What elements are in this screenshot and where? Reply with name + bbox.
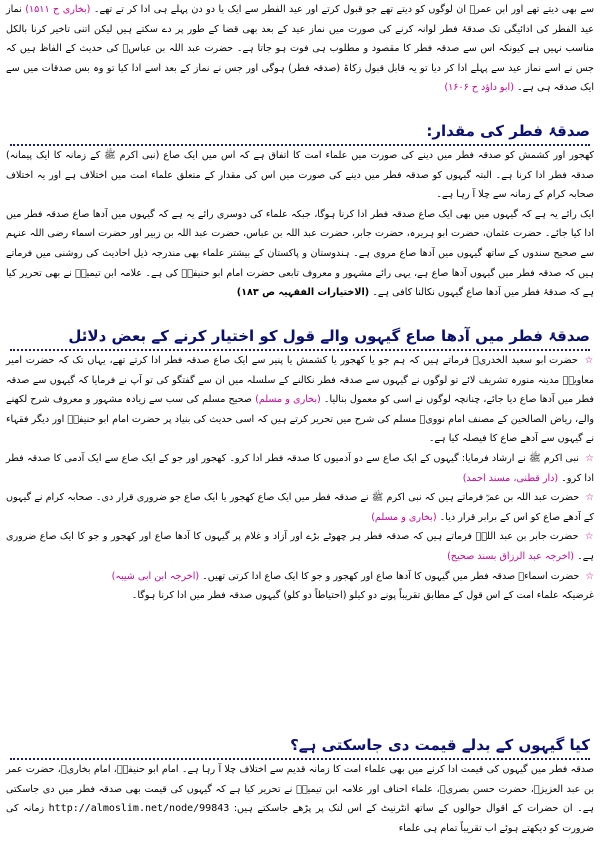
section-1-para-2-text: ایک رائے یہ ہے کہ گیہوں میں بھی ایک صاع صدقہ فطر ادا کرنا ہوگا، جبکہ علماء کی دوسری رائے یہ ہے کہ گیہوں میں آدھا صاع صدقہ فطر میں ادا کیا جائے۔ حضرت عثمان، حضرت ابو ہریرہ، حضرت جابر، حضرت عبد اللہ بن عباس، حضرت عبد اللہ بن زبیر اور حضرت اسماء رضی اللہ عنہم سے صحیح سندوں کے ساتھ گیہوں میں آدھا صاع مروی ہے۔ ہندوستان و پاکستان کے بیشتر علماء بھی مندرجہ ذیل احادیث کی روشنی میں فرماتے ہیں کہ صدقہ فطر میں گیہوں آدھا صاع ہے، یہی رائے مشہور و معروف تابعی حضرت امام ابو حنیفہؒ کی ہے۔ علامہ ابن تیمیہؒ نے بھی تحریر کیا ہے کہ صدقۂ فطر میں آدھا صاع گیہوں نکالنا کافی ہے۔ <box>6 208 594 299</box>
section-3-para-1-text: صدقہ فطر میں گیہوں کی قیمت ادا کرنے میں بھی علماء امت کا زمانہ قدیم سے اختلاف چلا آ رہا ہے۔ امام ابو حنیفہؒ، امام بخاریؒ، حضرت عمر بن عبد العزیزؒ، حضرت حسن بصریؒ، علماء احناف اور علامہ ابن تیمیہؒ نے تحریر کیا ہے کہ گیہوں کی قیمت بھی صدقہ فطر میں دی جاسکتی ہے۔ ان حضرات کے اقوال حوالوں کے ساتھ <box>6 764 594 815</box>
section-3-para-1 <box>6 760 594 838</box>
evidence-item-5 <box>6 567 594 587</box>
evidence-item-3 <box>6 488 594 527</box>
intro-paragraph <box>6 0 594 98</box>
evidence-3-text: حضرت عبد اللہ بن عمرؓ فرماتے ہیں کہ نبی اکرم ﷺ نے صدقہ فطر میں ایک صاع کھجور یا ایک صاع جو ضروری قرار دی۔ صحابہ کرام نے گیہوں کے آدھے صاع کو اس کے برابر قرار دیا۔ <box>6 492 594 523</box>
section-2-summary: غرضیکہ علماء امت کے اس قول کے مطابق تقریباً پونے دو کیلو (احتیاطاً دو کلو) گیہوں صدقہ فطر میں ادا کرنا ہوگا۔ <box>131 590 594 602</box>
star-icon: ☆ <box>585 570 594 582</box>
intro-block <box>0 0 600 98</box>
star-icon: ☆ <box>585 452 594 464</box>
evidence-item-1 <box>6 351 594 449</box>
section-1-heading: صدقۂ فطر کی مقدار: <box>10 118 590 146</box>
evidence-2-text: نبی اکرم ﷺ نے ارشاد فرمایا: گیہوں کے ایک صاع سے دو آدمیوں کا صدقہ فطر ادا کرو۔ کھجور اور جو کے ایک صاع سے ایک آدمی کا صدقہ فطر ادا کرو۔ <box>6 452 594 484</box>
evidence-1-ref: (بخاری و مسلم) <box>255 394 321 406</box>
evidence-5-text: حضرت اسماءؓ صدقہ فطر میں گیہوں کا آدھا صاع اور کھجور و جو کا ایک صاع ادا کرتی تھیں۔ <box>202 570 580 582</box>
section-2 <box>0 323 600 606</box>
evidence-item-2 <box>6 449 594 488</box>
intro-line-1: سے بھی دیتے تھے اور ابن عمرؓ ان لوگوں کو دیتے تھے جو قبول کرتے اور عید الفطر سے ایک یا دو دن پہلے ہی ادا کر تے تھے۔ <box>93 4 594 15</box>
evidence-3-ref: (بخاری و مسلم) <box>371 511 437 523</box>
section-3-para-2-before: انٹرنیٹ کے اس لنک پر پڑھے جاسکتے ہیں: <box>233 803 410 815</box>
evidence-5-ref: (اخرجہ ابن ابی شیبہ) <box>111 570 200 582</box>
evidence-4-ref: (اخرجہ عبد الرزاق بسند صحیح) <box>447 550 575 562</box>
star-icon: ☆ <box>584 355 594 366</box>
intro-line-2: نماز عید الفطر کی ادائیگی تک صدقۂ فطر لوانہ کرنے کی صورت میں نماز عید کے بعد بھی قضا کے طور پر دے سکتے ہیں لیکن اتنی تاخیر کرنا بالکل مناسب نہیں ہے کیونکہ اس سے صدقہ فطر کا مقصود و مطلوب ہی فوت ہو جاتا ہے۔ حضرت عبد اللہ بن عباسؓ کی حدیث کے الفاظ ہیں کہ جس نے اسے نماز عید سے پہلے ادا کر دیا تو یہ <box>6 4 594 74</box>
section-1-para-2 <box>6 205 594 303</box>
evidence-item-4 <box>6 527 594 566</box>
section-3-para-2-after: زمانہ کی ضرورت کو دیکھتے ہوئے اب تقریباً تمام ہی علماء <box>6 803 594 834</box>
evidence-4-text: حضرت جابر بن عبد اللہؓ فرماتے ہیں کہ صدقہ فطر ہر چھوٹے بڑے اور آزاد و غلام پر گیہوں کا آدھا صاع اور کھجور و جو کا ایک صاع ضروری ہے۔ <box>6 531 594 562</box>
intro-ref-3: (ابو داؤد ح ۱۶۰۶) <box>444 82 514 94</box>
intro-line-3: قابل قبول زکاۃ (صدقہ فطر) ہوگی اور جس نے نماز کے بعد اسے ادا کیا تو وہ بس صدقات میں سے ایک صدقہ ہی ہے۔ <box>6 62 594 94</box>
section-1-ref: (الاختیارات الفقہیہ ص ۱۸۳) <box>236 287 370 299</box>
section-1 <box>0 118 600 303</box>
reference-link[interactable]: http://almoslim.net/node/99843 <box>48 803 230 815</box>
section-3 <box>0 732 600 838</box>
star-icon: ☆ <box>585 492 594 504</box>
evidence-1-text: حضرت ابو سعید الخدریؓ فرماتے ہیں کہ ہم جو یا کھجور یا کشمش یا پنیر سے ایک صاع صدقہ فطر ادا کرتے تھے، یہاں تک کہ حضرت امیر معاویہؓ مدینہ منورہ تشریف لائے تو لوگوں نے گیہوں سے صدقہ فطر نکالنے کے سلسلہ میں ان سے گفتگو کی تو آپ نے فرمایا کہ گیہوں سے صدقہ فطر میں آدھا صاع دیا جائے، چنانچہ لوگوں نے اسی کو معمول بنالیا۔ <box>6 355 594 406</box>
section-2-heading: صدقۂ فطر میں آدھا صاع گیہوں والے قول کو اختیار کرنے کے بعض دلائل <box>10 323 590 351</box>
section-3-heading: کیا گیہوں کے بدلے قیمت دی جاسکتی ہے؟ <box>10 732 590 760</box>
evidence-1-tail: صحیح مسلم کی سب سے زیادہ مشہور و معروف شرح لکھنے والے، ریاض الصالحین کے مصنف امام نوویؒ مسلم کی شرح میں تحریر کرتے ہیں کہ اسی حدیث کی بنیاد پر حضرت امام ابو حنیفہؒ اور دیگر فقہاء نے گیہوں سے آدھے صاع کا فیصلہ کیا ہے۔ <box>6 394 594 445</box>
evidence-2-ref: (دار قطنی، مسند احمد) <box>462 472 559 484</box>
intro-ref-1: (بخاری ح ۱۵۱۱) <box>25 4 91 15</box>
section-1-para-1: کھجور اور کشمش کو صدقہ فطر میں دینے کی صورت میں علماء امت کا اتفاق ہے کہ اس میں ایک صاع (نبی اکرم ﷺ کے زمانہ کا ایک پیمانہ) صدقہ فطر ادا کرنا ہے۔ البتہ گیہوں کو صدقہ فطر میں دینے کی صورت میں اس کی مقدار کے متعلق علماء امت میں اختلاف ہے اور یہ اختلاف صحابہ کرام کے زمانہ سے چلا آ رہا ہے۔ <box>6 150 594 201</box>
star-icon: ☆ <box>584 531 594 543</box>
